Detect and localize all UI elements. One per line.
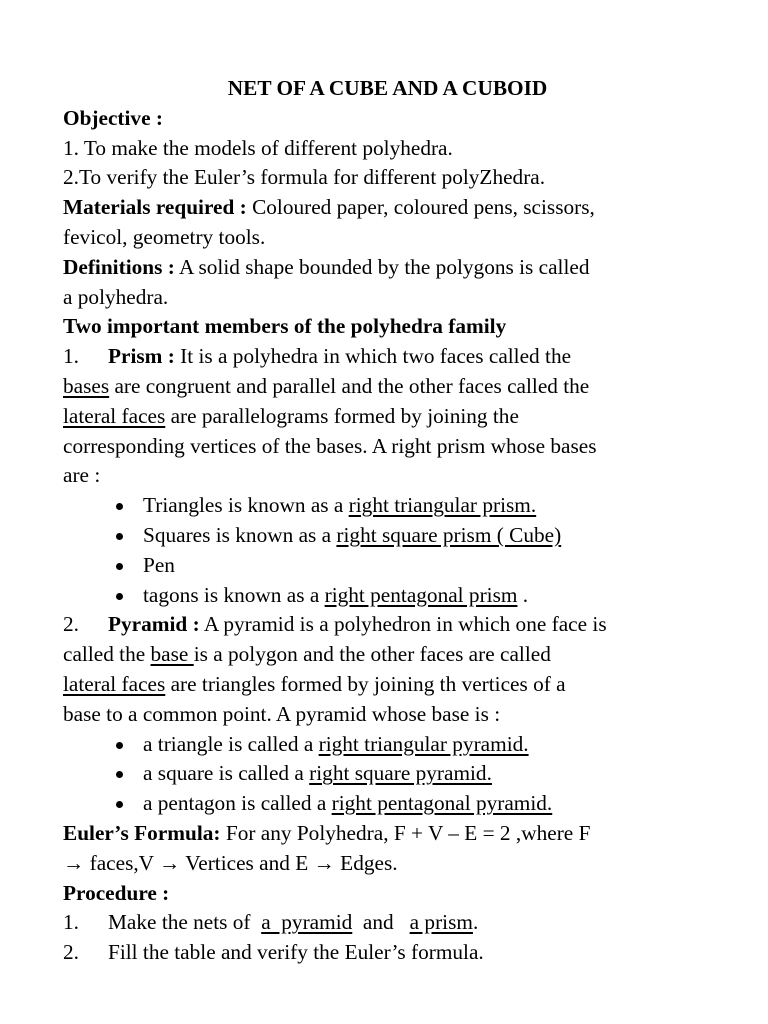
pyramid-type-term: right pentagonal pyramid. — [331, 791, 553, 816]
pyramid-line-2: called the base is a polygon and the other faces are called — [63, 642, 551, 667]
prism-line-3 — [63, 402, 708, 432]
prism-number: 1. — [63, 344, 79, 369]
pyramid-number: 2. — [63, 612, 79, 637]
materials-line-2: fevicol, geometry tools. — [63, 224, 266, 249]
procedure-step-2: 2. Fill the table and verify the Euler’s formula. — [63, 938, 708, 968]
objective-item-2: 2.To verify the Euler’s formula for different polyZhedra. — [63, 165, 546, 190]
definitions-line-2: a polyhedra. — [63, 284, 169, 309]
pyramid-lateral-faces-term: lateral faces — [63, 671, 166, 696]
prism-text-2: are congruent and parallel and the other faces called the — [109, 373, 590, 398]
pyramid-type-term: right triangular pyramid. — [318, 731, 529, 756]
euler-text-1: For any Polyhedra, F + V – E = 2 ,where F — [220, 820, 591, 845]
objective-label: Objective : — [63, 105, 163, 130]
pyramid-label: Pyramid : — [108, 612, 200, 637]
pyramid-term: a pyramid — [261, 910, 353, 935]
pyramid-line-3 — [63, 670, 708, 700]
prism-line-2 — [63, 372, 708, 402]
prism-text-1: It is a polyhedra in which two faces called the — [174, 344, 572, 369]
bases-term: bases — [63, 373, 110, 398]
pyramid-types-list — [63, 730, 708, 819]
prism-type-term: right square prism ( Cube) — [336, 522, 562, 547]
step-number: 1. — [63, 910, 79, 935]
family-heading — [63, 312, 708, 342]
prism-type-term: right triangular prism. — [348, 493, 537, 518]
list-item: Squares is known as a right square prism ( Cube) — [111, 521, 708, 551]
pyramid-line-1 — [63, 610, 708, 640]
materials-label: Materials required : — [63, 195, 247, 220]
prism-line-4: corresponding vertices of the bases. A right prism whose bases — [63, 433, 597, 458]
pyramid-line-4: base to a common point. A pyramid whose base is : — [63, 701, 501, 726]
prism-lateral-faces-term: lateral faces — [63, 403, 166, 428]
prism-line-1 — [63, 342, 708, 372]
pyramid-text-3: are triangles formed by joining th vertices of a — [165, 671, 566, 696]
list-item: a pentagon is called a right pentagonal pyramid. — [111, 789, 708, 819]
list-item: tagons is known as a right pentagonal prism . — [111, 581, 708, 611]
page-title: NET OF A CUBE AND A CUBOID — [227, 76, 548, 100]
prism-types-list — [63, 491, 708, 610]
objective-heading — [63, 104, 708, 134]
list-item: Pen — [111, 551, 708, 581]
prism-line-5: are : — [63, 463, 101, 488]
step-number: 2. — [63, 940, 79, 965]
objective-item-1: 1. To make the models of different polyhedra. — [63, 135, 453, 160]
euler-line-1 — [63, 819, 708, 849]
euler-label: Euler’s Formula: — [63, 820, 221, 845]
document-body — [63, 74, 708, 968]
procedure-heading — [63, 879, 708, 909]
materials-line-1 — [63, 193, 708, 223]
family-heading-text: Two important members of the polyhedra family — [63, 314, 507, 339]
pyramid-type-term: right square pyramid. — [309, 761, 492, 786]
prism-term: a prism — [409, 910, 473, 935]
list-item: a square is called a right square pyramid. — [111, 759, 708, 789]
base-term: base — [150, 642, 194, 667]
procedure-label: Procedure : — [63, 880, 170, 905]
pyramid-text-1: A pyramid is a polyhedron in which one face is — [199, 612, 607, 637]
definitions-label: Definitions : — [63, 254, 175, 279]
euler-line-2: → faces,V → Vertices and E → Edges. — [63, 850, 398, 875]
materials-text-1: Coloured paper, coloured pens, scissors, — [246, 195, 595, 220]
prism-type-term: right pentagonal prism — [324, 582, 518, 607]
definitions-line-1 — [63, 253, 708, 283]
list-item: Triangles is known as a right triangular prism. — [111, 491, 708, 521]
prism-text-3: are parallelograms formed by joining the — [165, 403, 519, 428]
definitions-text-1: A solid shape bounded by the polygons is called — [174, 254, 590, 279]
list-item: a triangle is called a right triangular pyramid. — [111, 730, 708, 760]
prism-label: Prism : — [108, 344, 175, 369]
procedure-step-1: 1. Make the nets of a pyramid and a prism. — [63, 908, 708, 938]
